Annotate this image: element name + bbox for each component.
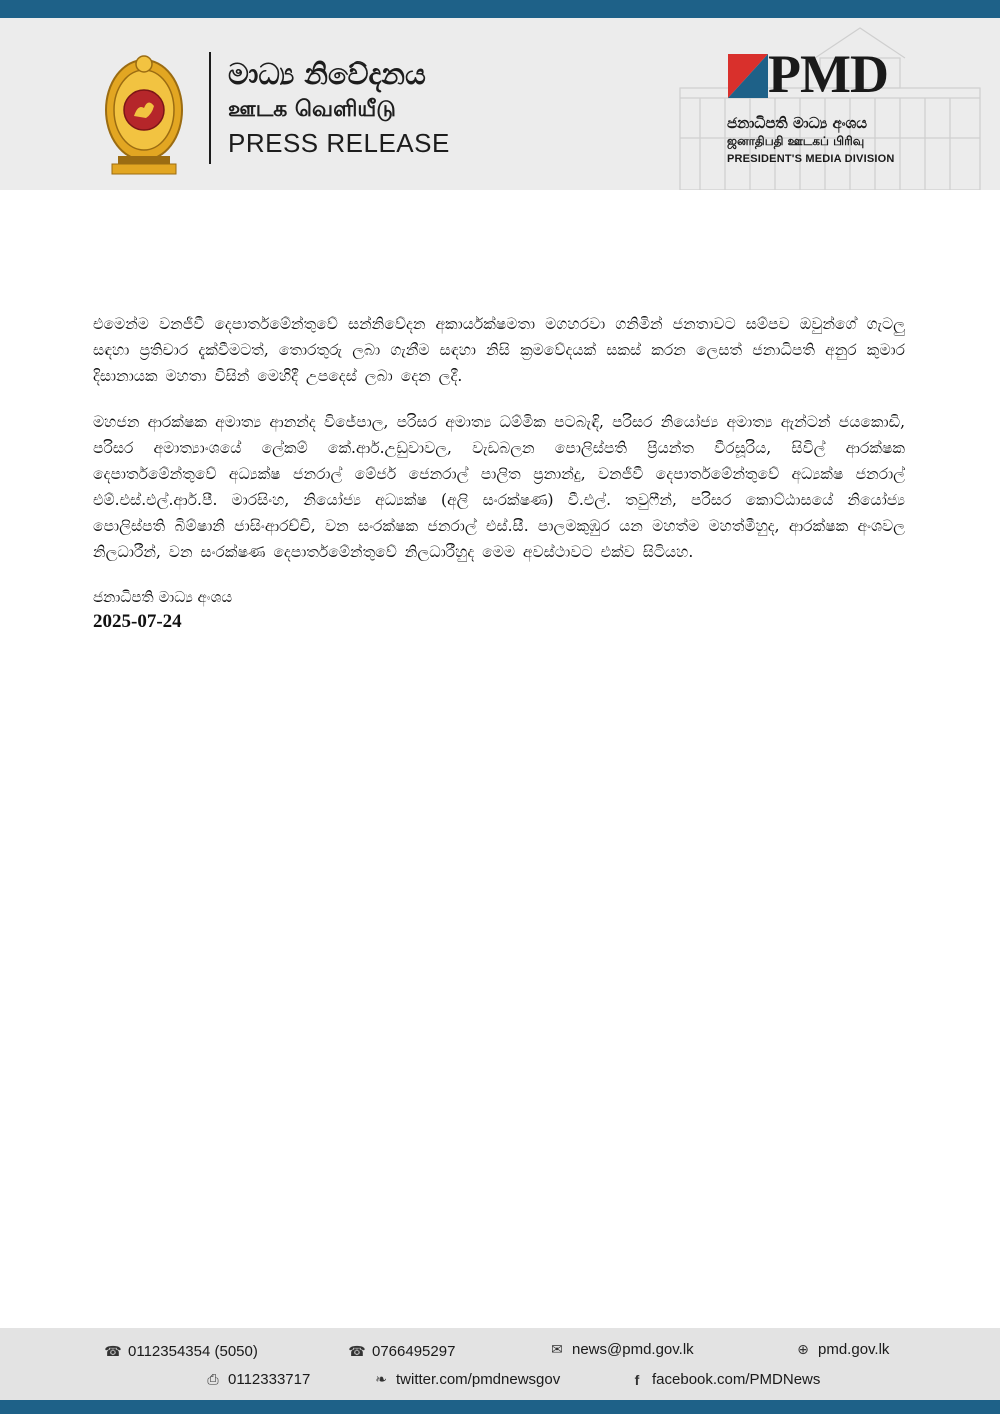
footer-phone-2 bbox=[348, 1342, 455, 1362]
letterhead bbox=[0, 18, 1000, 190]
signature: ජනාධිපති මාධ්‍ය අංශය bbox=[93, 588, 233, 606]
title-tamil: ஊடக வெளியீடு bbox=[228, 97, 396, 122]
fax-text: 0112333717 bbox=[228, 1371, 311, 1388]
title-block bbox=[228, 54, 450, 160]
fax-icon: ⎙ bbox=[207, 1372, 219, 1388]
facebook-icon: f bbox=[634, 1372, 640, 1388]
title-english: PRESS RELEASE bbox=[228, 128, 450, 158]
paragraph: මහජන ආරක්ෂක අමාත්‍ය ආනන්ද විජේපාල, පරිසර අමාත්‍ය ධම්මික පටබැඳි, පරිසර නියෝජ්‍ය අමාත්‍ය ඇන්ටන් ජයකොඩි, පරිසර අමාත්‍යාංශයේ ලේකම් කේ.ආර්.උඩුවාවල, වැඩබලන පොලිස්පති ප්‍රියන්ත වීරසූරිය, සිවිල් ආරක්ෂක දෙපාර්තමේන්තුවේ අධ්‍යක්ෂ ජනරාල් මේජර් ජෙනරාල් පාලිත ප්‍රනාන්දු, වනජීවී දෙපාර්තමේන්තුවේ අධ්‍යක්ෂ ජනරාල් එම්.එස්.එල්.ආර්.පී. මාරසිංහ, නියෝජ්‍ය අධ්‍යක්ෂ (අලි සංරක්ෂණ) වී.එල්. තවුෆීන්, පරිසර කොට්ඨාසයේ නියෝජ්‍ය පොලිස්පති බිම්ෂානි ජාසිංආරච්චි, වන සංරක්ෂක ජනරාල් එස්.සී. පාලමකුඹුර යන මහත්ම මහත්මීහුද, ආරක්ෂක අංශවල නිලධාරීන්, වන සංරක්ෂණ දෙපාර්තමේන්තුවේ නිලධාරීහුද මෙම අවස්ථාවට එක්ව සිටියහ. bbox=[93, 413, 905, 561]
footer-phone-1 bbox=[104, 1342, 258, 1362]
twitter-link[interactable]: twitter.com/pmdnewsgov bbox=[396, 1371, 561, 1388]
facebook-link[interactable]: facebook.com/PMDNews bbox=[652, 1371, 821, 1388]
phone-2-text: 0766495297 bbox=[372, 1343, 456, 1360]
footer-email[interactable] bbox=[548, 1340, 694, 1360]
pmd-brand-lines bbox=[727, 114, 895, 168]
brand-line-english: PRESIDENT'S MEDIA DIVISION bbox=[727, 153, 895, 165]
globe-icon: ⊕ bbox=[797, 1342, 809, 1358]
footer-website[interactable] bbox=[794, 1340, 889, 1360]
bottom-accent-bar bbox=[0, 1400, 1000, 1414]
national-emblem bbox=[104, 52, 184, 180]
header-divider bbox=[209, 52, 211, 164]
envelope-icon: ✉ bbox=[551, 1342, 563, 1358]
twitter-icon: ❧ bbox=[375, 1372, 387, 1388]
brand-line-sinhala: ජනාධිපති මාධ්‍ය අංශය bbox=[727, 114, 868, 132]
footer-facebook[interactable] bbox=[628, 1370, 820, 1390]
top-accent-bar bbox=[0, 0, 1000, 18]
paragraph: එමෙන්ම වනජීවී දෙපාර්තමේන්තුවේ සන්නිවේදන අකාර්යක්ෂමතා මගහරවා ගනිමින් ජනතාවට සම්පව ඔවුන්ගේ ගැටලු සඳහා ප්‍රතිචාර දැක්වීමටත්, තොරතුරු ලබා ගැනීම සඳහා නිසි ක්‍රමවේදයක් සකස් කරන ලෙසත් ජනාධිපති අනුර කුමාර දිසානායක මහතා විසින් මෙහිදී උපදෙස් ලබා දෙන ලදී. bbox=[93, 315, 905, 385]
email-link[interactable]: news@pmd.gov.lk bbox=[572, 1341, 694, 1358]
phone-1-text: 0112354354 (5050) bbox=[128, 1343, 258, 1360]
press-release-body bbox=[93, 311, 905, 635]
footer-fax bbox=[204, 1370, 310, 1390]
title-sinhala: මාධ්‍ය නිවේදනය bbox=[228, 57, 426, 91]
release-date: 2025-07-24 bbox=[93, 611, 182, 632]
website-link[interactable]: pmd.gov.lk bbox=[818, 1341, 890, 1358]
phone-icon: ☎ bbox=[104, 1344, 122, 1360]
footer-twitter[interactable] bbox=[372, 1370, 560, 1390]
brand-line-tamil: ஜனாதிபதி ஊடகப் பிரிவு bbox=[727, 134, 865, 148]
pmd-brand-name: PMD bbox=[768, 44, 888, 104]
phone-icon: ☎ bbox=[348, 1344, 366, 1360]
contact-footer bbox=[0, 1328, 1000, 1400]
